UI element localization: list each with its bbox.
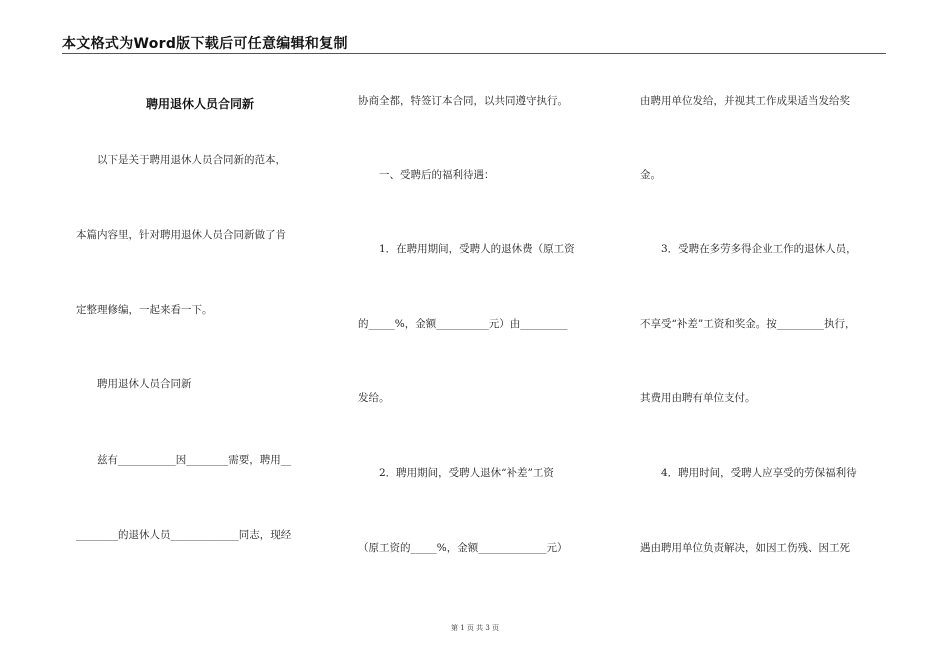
paragraph-line: 聘用退休人员合同新 xyxy=(76,378,192,390)
paragraph-line: 以下是关于聘用退休人员合同新的范本， xyxy=(76,154,286,166)
paragraph-line: （原工资的_____%，金额_____________元） xyxy=(358,542,568,554)
paragraph-line: 3．受聘在多劳多得企业工作的退休人员， xyxy=(640,243,857,255)
paragraph-line: ________的退休人员_____________同志，现经 xyxy=(76,529,292,541)
paragraph-line: 遇由聘用单位负责解决，如因工伤残、因工死 xyxy=(640,542,850,554)
paragraph-line: 的_____%，金额__________元）由_________ xyxy=(358,318,568,330)
paragraph-line: 4．聘用时间，受聘人应享受的劳保福利待 xyxy=(640,467,857,479)
section-heading: 一、受聘后的福利待遇： xyxy=(358,169,495,181)
paragraph-line: 兹有___________因________需要，聘用__ xyxy=(76,454,292,466)
document-header: 本文格式为Word版下载后可任意编辑和复制 xyxy=(62,36,348,52)
page-number: 第 1 页 共 3 页 xyxy=(450,624,500,632)
paragraph-line: 其费用由聘有单位支付。 xyxy=(640,392,756,404)
paragraph-line: 定整理修编，一起来看一下。 xyxy=(76,304,213,316)
document-title: 聘用退休人员合同新 xyxy=(145,97,254,111)
column-3 xyxy=(640,0,888,672)
paragraph-line: 协商全都，特签订本合同，以共同遵守执行。 xyxy=(358,95,568,107)
paragraph-line: 本篇内容里，针对聘用退休人员合同新做了肯 xyxy=(76,229,286,241)
paragraph-line: 发给。 xyxy=(358,392,390,404)
paragraph-line: 金。 xyxy=(640,169,661,181)
paragraph-line: 2．聘用期间，受聘人退休“补差”工资 xyxy=(358,467,554,479)
column-1 xyxy=(76,0,324,672)
paragraph-line: 不享受“补差”工资和奖金。按_________执行， xyxy=(640,318,856,330)
paragraph-line: 1．在聘用期间，受聘人的退休费（原工资 xyxy=(358,243,575,255)
paragraph-line: 由聘用单位发给，并视其工作成果适当发给奖 xyxy=(640,95,850,107)
column-2 xyxy=(358,0,606,672)
